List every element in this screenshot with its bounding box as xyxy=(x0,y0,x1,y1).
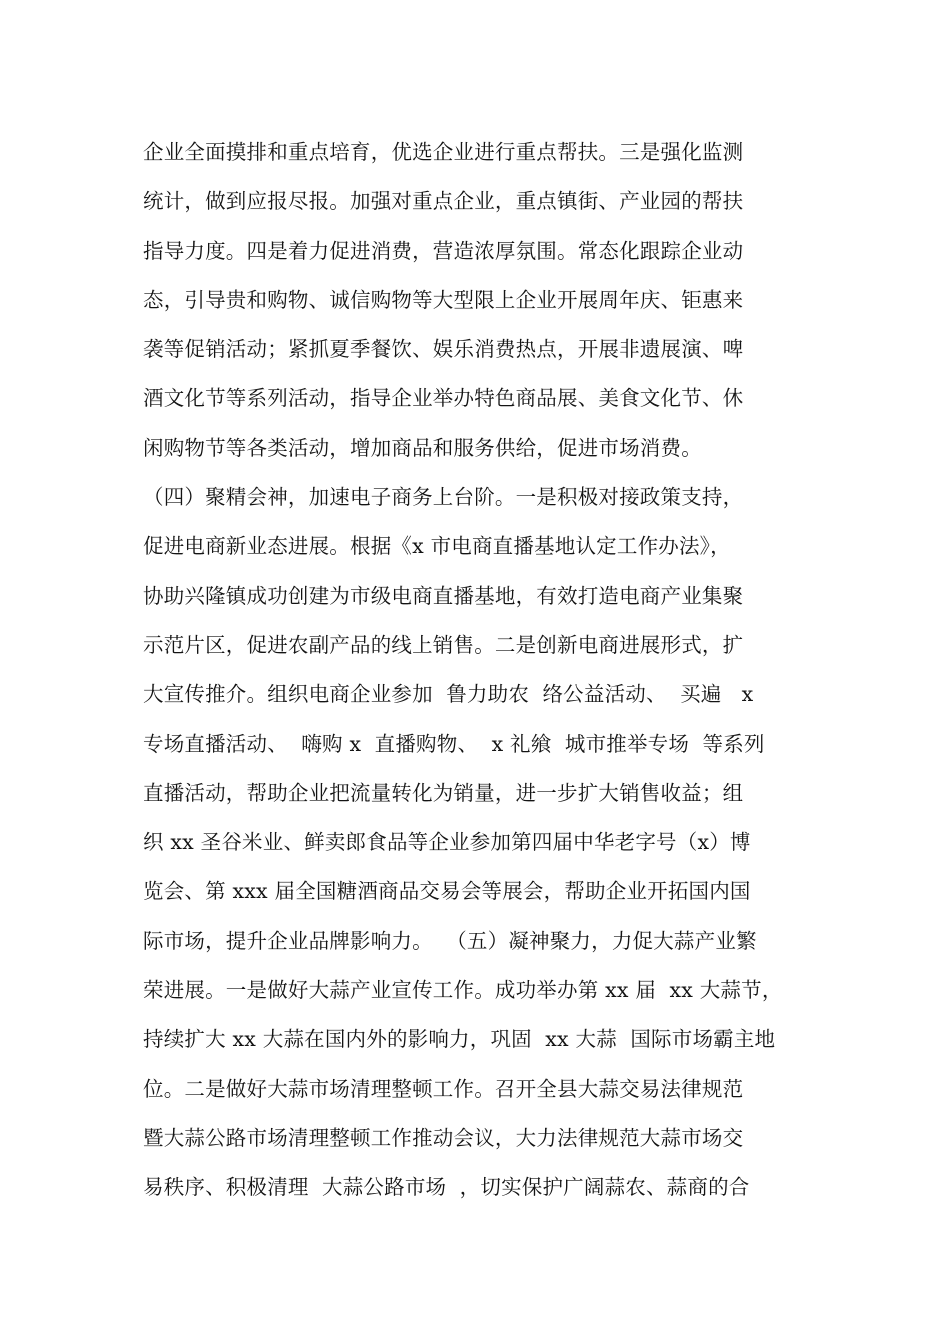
text-line-16: 览会、第 xxx 届全国糖酒商品交易会等展会，帮助企业开拓国内国 xyxy=(143,879,751,904)
text-line-17: 际市场，提升企业品牌影响力。 （五）凝神聚力，力促大蒜产业繁 xyxy=(143,928,757,953)
body-text xyxy=(143,132,813,1217)
text-line-2: 统计，做到应报尽报。加强对重点企业，重点镇街、产业园的帮扶 xyxy=(143,189,744,214)
text-line-13: 专场直播活动、 嗨购 x 直播购物、 x 礼飨 城市推举专场 等系列 xyxy=(143,731,765,756)
text-line-6: 酒文化节等系列活动，指导企业举办特色商品展、美食文化节、休 xyxy=(143,386,744,411)
text-line-10: 协助兴隆镇成功创建为市级电商直播基地，有效打造电商产业集聚 xyxy=(143,583,744,608)
text-line-5: 袭等促销活动；紧抓夏季餐饮、娱乐消费热点，开展非遗展演、啤 xyxy=(143,337,744,362)
text-line-18: 荣进展。一是做好大蒜产业宣传工作。成功举办第 xx 届 xx 大蒜节， xyxy=(143,978,783,1003)
text-line-11: 示范片区，促进农副产品的线上销售。二是创新电商进展形式，扩 xyxy=(143,632,744,657)
text-line-22: 易秩序、积极清理 大蒜公路市场 ，切实保护广阔蒜农、蒜商的合 xyxy=(143,1175,750,1200)
text-line-12: 大宣传推介。组织电商企业参加 鲁力助农 络公益活动、 买遍 x xyxy=(143,682,754,707)
text-line-3: 指导力度。四是着力促进消费，营造浓厚氛围。常态化跟踪企业动 xyxy=(143,238,744,263)
text-line-1: 企业全面摸排和重点培育，优选企业进行重点帮扶。三是强化监测 xyxy=(143,140,744,164)
text-line-8: （四）聚精会神，加速电子商务上台阶。一是积极对接政策支持， xyxy=(143,485,744,510)
text-line-14: 直播活动，帮助企业把流量转化为销量，进一步扩大销售收益；组 xyxy=(143,780,744,805)
text-line-15: 织 xx 圣谷米业、鲜卖郎食品等企业参加第四届中华老字号（x）博 xyxy=(143,830,751,855)
text-line-19: 持续扩大 xx 大蒜在国内外的影响力，巩固 xx 大蒜 国际市场霸主地 xyxy=(143,1027,776,1052)
text-line-9: 促进电商新业态进展。根据《x 市电商直播基地认定工作办法》， xyxy=(143,534,731,559)
text-line-20: 位。二是做好大蒜市场清理整顿工作。召开全县大蒜交易法律规范 xyxy=(143,1076,744,1101)
text-line-7: 闲购物节等各类活动，增加商品和服务供给，促进市场消费。 xyxy=(143,435,702,460)
text-line-21: 暨大蒜公路市场清理整顿工作推动会议，大力法律规范大蒜市场交 xyxy=(143,1125,744,1150)
text-line-4: 态，引导贵和购物、诚信购物等大型限上企业开展周年庆、钜惠来 xyxy=(143,287,744,312)
